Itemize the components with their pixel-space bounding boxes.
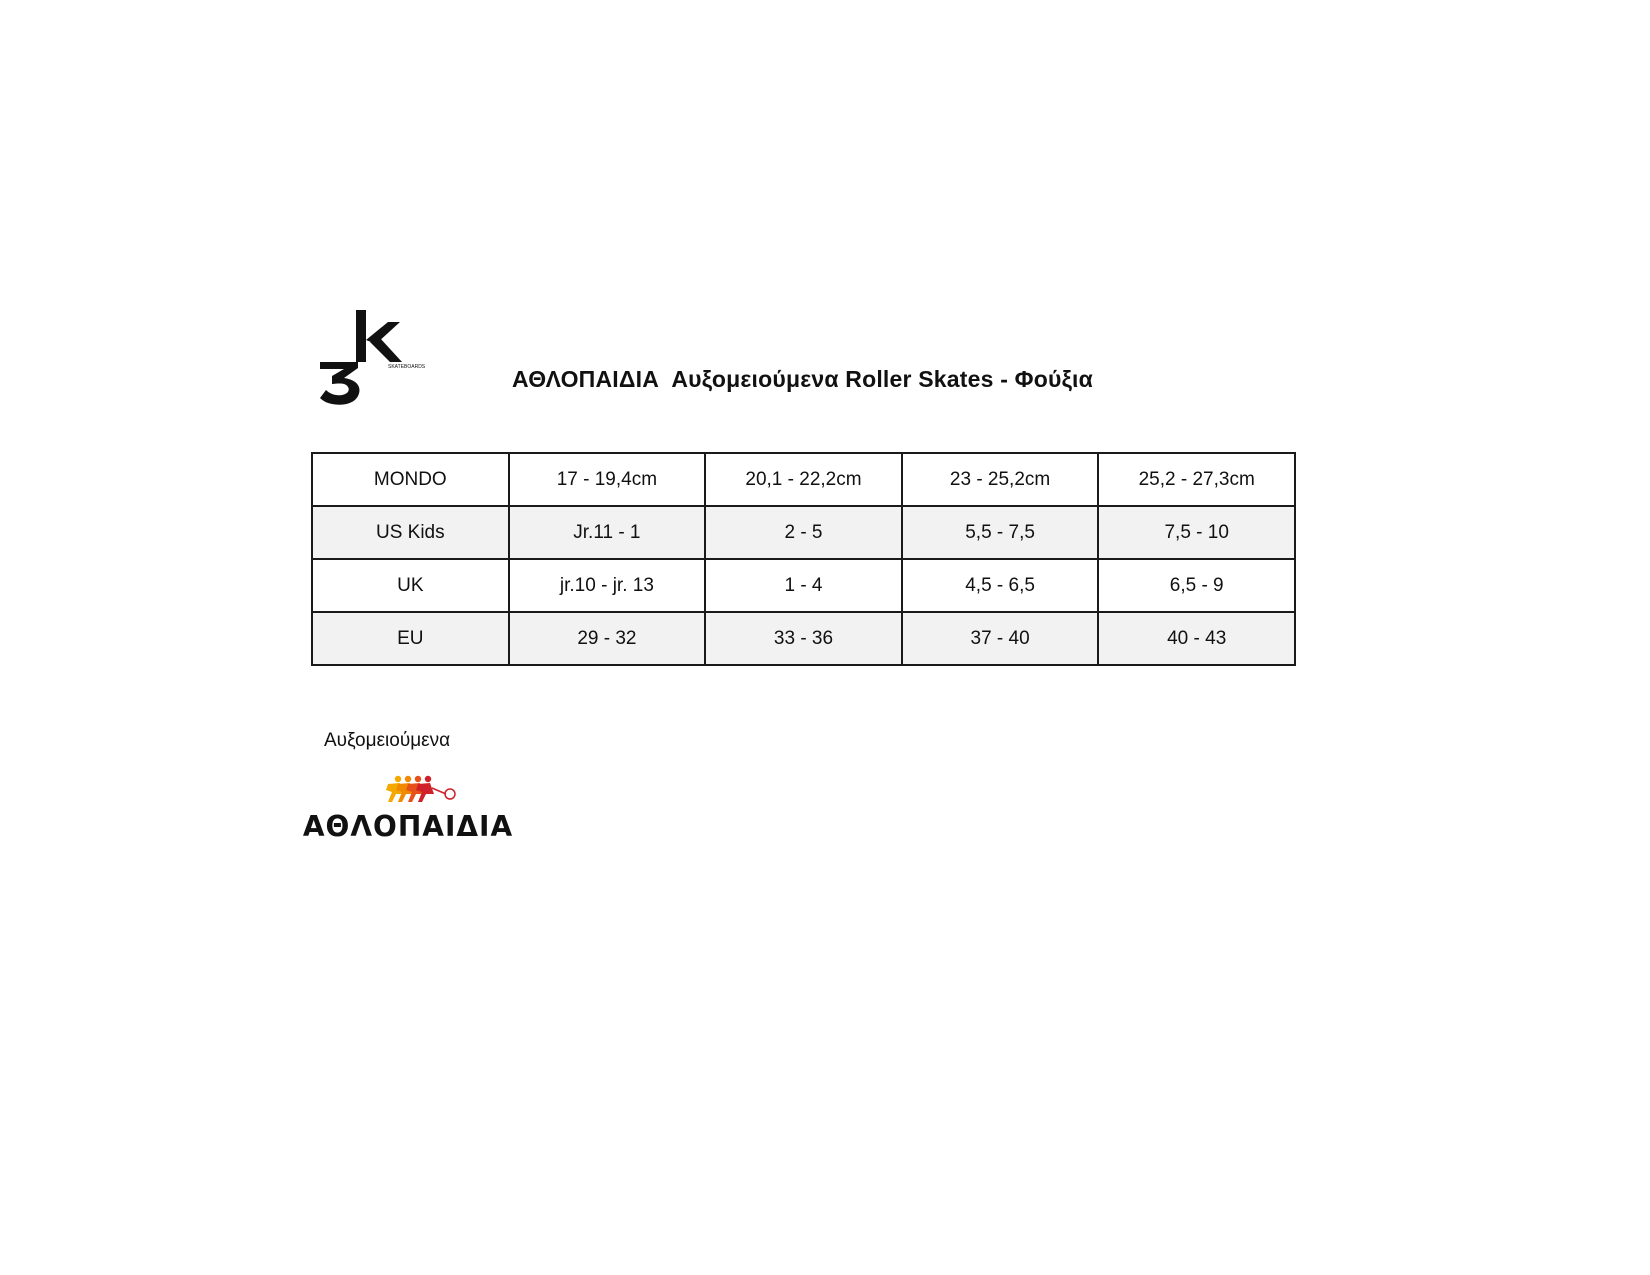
athlopaidia-logo-icon xyxy=(302,772,514,843)
table-row-us-kids xyxy=(312,506,1295,559)
table-cell: 20,1 - 22,2cm xyxy=(705,453,902,506)
table-cell: 4,5 - 6,5 xyxy=(902,559,1099,612)
athlopaidia-wordmark: ΑΘΛΟΠΑΙΔΙΑ xyxy=(302,810,514,843)
table-cell: 37 - 40 xyxy=(902,612,1099,665)
table-cell: 29 - 32 xyxy=(509,612,706,665)
table-cell: Jr.11 - 1 xyxy=(509,506,706,559)
3k-logo-wordmark: SKATEBOARDS xyxy=(388,364,426,370)
3k-skateboards-logo-icon xyxy=(318,310,426,406)
table-cell: 23 - 25,2cm xyxy=(902,453,1099,506)
table-cell: 1 - 4 xyxy=(705,559,902,612)
table-cell: 2 - 5 xyxy=(705,506,902,559)
table-row-uk xyxy=(312,559,1295,612)
table-cell: 7,5 - 10 xyxy=(1098,506,1295,559)
table-row-mondo xyxy=(312,453,1295,506)
row-label-uk: UK xyxy=(312,559,509,612)
table-row-eu xyxy=(312,612,1295,665)
row-label-mondo: MONDO xyxy=(312,453,509,506)
table-cell: 25,2 - 27,3cm xyxy=(1098,453,1295,506)
table-cell: 33 - 36 xyxy=(705,612,902,665)
table-cell: 17 - 19,4cm xyxy=(509,453,706,506)
table-cell: 5,5 - 7,5 xyxy=(902,506,1099,559)
running-figures-icon xyxy=(386,776,455,802)
row-label-eu: EU xyxy=(312,612,509,665)
table-cell: 6,5 - 9 xyxy=(1098,559,1295,612)
adjustable-caption: Αυξομειούμενα xyxy=(324,730,451,751)
document-title: ΑΘΛΟΠΑΙΔΙΑ Αυξομειούμενα Roller Skates - Φούξια xyxy=(512,366,1093,392)
table-cell: jr.10 - jr. 13 xyxy=(509,559,706,612)
size-chart-table xyxy=(311,452,1296,666)
table-cell: 40 - 43 xyxy=(1098,612,1295,665)
row-label-us-kids: US Kids xyxy=(312,506,509,559)
